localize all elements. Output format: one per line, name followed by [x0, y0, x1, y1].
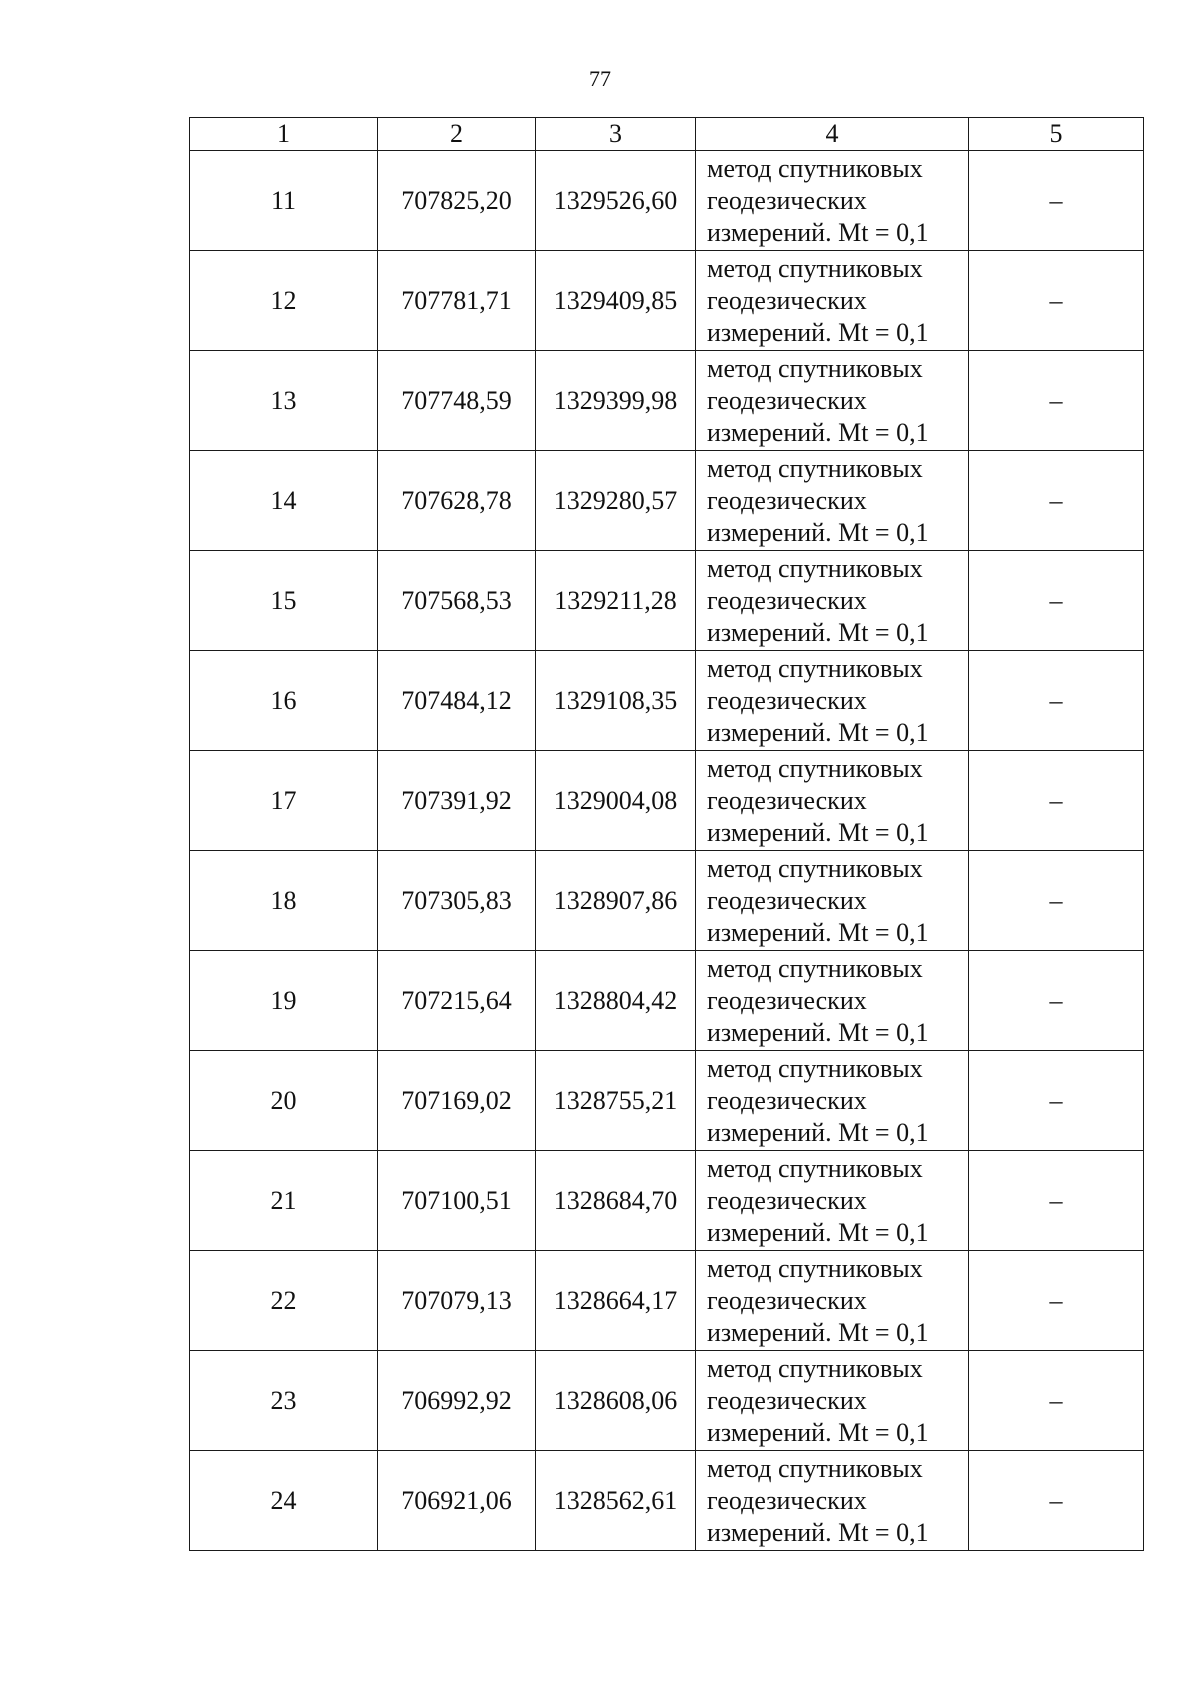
method-line: измерений. Mt = 0,1	[707, 217, 929, 247]
description-cell: –	[969, 1151, 1144, 1251]
point-number-cell: 16	[190, 651, 378, 751]
method-line: метод спутниковых	[707, 553, 923, 583]
method-line: геодезических	[707, 1385, 867, 1415]
x-coordinate-cell: 707628,78	[378, 451, 536, 551]
x-coordinate-cell: 707391,92	[378, 751, 536, 851]
method-line: метод спутниковых	[707, 753, 923, 783]
table-row	[190, 651, 1144, 751]
method-line: метод спутниковых	[707, 253, 923, 283]
method-cell	[696, 1451, 969, 1551]
method-line: метод спутниковых	[707, 953, 923, 983]
method-line: геодезических	[707, 1285, 867, 1315]
description-cell: –	[969, 751, 1144, 851]
y-coordinate-cell: 1328755,21	[536, 1051, 696, 1151]
method-cell	[696, 551, 969, 651]
header-cell-3: 3	[536, 118, 696, 151]
method-cell	[696, 351, 969, 451]
table-row	[190, 551, 1144, 651]
point-number-cell: 21	[190, 1151, 378, 1251]
header-cell-1: 1	[190, 118, 378, 151]
description-cell: –	[969, 1351, 1144, 1451]
table-row	[190, 351, 1144, 451]
header-cell-2: 2	[378, 118, 536, 151]
description-cell: –	[969, 451, 1144, 551]
method-line: измерений. Mt = 0,1	[707, 417, 929, 447]
method-line: геодезических	[707, 1085, 867, 1115]
y-coordinate-cell: 1328907,86	[536, 851, 696, 951]
table-row	[190, 751, 1144, 851]
y-coordinate-cell: 1328608,06	[536, 1351, 696, 1451]
y-coordinate-cell: 1329108,35	[536, 651, 696, 751]
method-line: геодезических	[707, 985, 867, 1015]
point-number-cell: 18	[190, 851, 378, 951]
x-coordinate-cell: 707748,59	[378, 351, 536, 451]
y-coordinate-cell: 1329526,60	[536, 151, 696, 251]
method-line: геодезических	[707, 785, 867, 815]
x-coordinate-cell: 707079,13	[378, 1251, 536, 1351]
header-row	[190, 118, 1144, 151]
x-coordinate-cell: 707484,12	[378, 651, 536, 751]
method-line: геодезических	[707, 1185, 867, 1215]
method-line: измерений. Mt = 0,1	[707, 1317, 929, 1347]
x-coordinate-cell: 707781,71	[378, 251, 536, 351]
method-line: метод спутниковых	[707, 1453, 923, 1483]
point-number-cell: 15	[190, 551, 378, 651]
table-header	[190, 118, 1144, 151]
method-cell	[696, 1051, 969, 1151]
description-cell: –	[969, 551, 1144, 651]
page-number: 77	[589, 66, 611, 91]
method-line: измерений. Mt = 0,1	[707, 317, 929, 347]
method-line: измерений. Mt = 0,1	[707, 617, 929, 647]
table-row	[190, 151, 1144, 251]
point-number-cell: 19	[190, 951, 378, 1051]
y-coordinate-cell: 1329399,98	[536, 351, 696, 451]
method-line: геодезических	[707, 385, 867, 415]
method-line: геодезических	[707, 1485, 867, 1515]
method-cell	[696, 1351, 969, 1451]
x-coordinate-cell: 707825,20	[378, 151, 536, 251]
table-row	[190, 1451, 1144, 1551]
method-line: метод спутниковых	[707, 153, 923, 183]
method-line: метод спутниковых	[707, 1253, 923, 1283]
y-coordinate-cell: 1329004,08	[536, 751, 696, 851]
method-line: метод спутниковых	[707, 853, 923, 883]
method-line: геодезических	[707, 185, 867, 215]
method-cell	[696, 1251, 969, 1351]
point-number-cell: 11	[190, 151, 378, 251]
method-line: геодезических	[707, 285, 867, 315]
method-line: метод спутниковых	[707, 1053, 923, 1083]
method-line: измерений. Mt = 0,1	[707, 1517, 929, 1547]
x-coordinate-cell: 706992,92	[378, 1351, 536, 1451]
method-line: метод спутниковых	[707, 1153, 923, 1183]
method-line: геодезических	[707, 685, 867, 715]
description-cell: –	[969, 1251, 1144, 1351]
method-line: геодезических	[707, 485, 867, 515]
table-row	[190, 1051, 1144, 1151]
method-line: измерений. Mt = 0,1	[707, 1117, 929, 1147]
method-line: геодезических	[707, 885, 867, 915]
method-line: метод спутниковых	[707, 353, 923, 383]
table-body	[190, 151, 1144, 1551]
x-coordinate-cell: 706921,06	[378, 1451, 536, 1551]
description-cell: –	[969, 651, 1144, 751]
x-coordinate-cell: 707169,02	[378, 1051, 536, 1151]
method-line: измерений. Mt = 0,1	[707, 1217, 929, 1247]
method-line: измерений. Mt = 0,1	[707, 1417, 929, 1447]
y-coordinate-cell: 1328664,17	[536, 1251, 696, 1351]
description-cell: –	[969, 951, 1144, 1051]
x-coordinate-cell: 707568,53	[378, 551, 536, 651]
header-cell-4: 4	[696, 118, 969, 151]
point-number-cell: 24	[190, 1451, 378, 1551]
x-coordinate-cell: 707100,51	[378, 1151, 536, 1251]
method-line: метод спутниковых	[707, 453, 923, 483]
point-number-cell: 12	[190, 251, 378, 351]
table-row	[190, 1151, 1144, 1251]
description-cell: –	[969, 1451, 1144, 1551]
method-line: измерений. Mt = 0,1	[707, 517, 929, 547]
description-cell: –	[969, 851, 1144, 951]
method-cell	[696, 251, 969, 351]
description-cell: –	[969, 1051, 1144, 1151]
method-cell	[696, 451, 969, 551]
y-coordinate-cell: 1329280,57	[536, 451, 696, 551]
description-cell: –	[969, 351, 1144, 451]
point-number-cell: 23	[190, 1351, 378, 1451]
header-cell-5: 5	[969, 118, 1144, 151]
method-cell	[696, 951, 969, 1051]
table-row	[190, 251, 1144, 351]
y-coordinate-cell: 1328804,42	[536, 951, 696, 1051]
point-number-cell: 13	[190, 351, 378, 451]
description-cell: –	[969, 251, 1144, 351]
y-coordinate-cell: 1329409,85	[536, 251, 696, 351]
table-row	[190, 1251, 1144, 1351]
table-row	[190, 851, 1144, 951]
method-cell	[696, 1151, 969, 1251]
method-line: измерений. Mt = 0,1	[707, 917, 929, 947]
coordinates-table	[189, 117, 1144, 1551]
method-line: геодезических	[707, 585, 867, 615]
method-cell	[696, 751, 969, 851]
method-line: метод спутниковых	[707, 653, 923, 683]
point-number-cell: 20	[190, 1051, 378, 1151]
x-coordinate-cell: 707305,83	[378, 851, 536, 951]
table-row	[190, 1351, 1144, 1451]
point-number-cell: 14	[190, 451, 378, 551]
description-cell: –	[969, 151, 1144, 251]
method-cell	[696, 651, 969, 751]
table-row	[190, 951, 1144, 1051]
method-line: измерений. Mt = 0,1	[707, 1017, 929, 1047]
method-cell	[696, 151, 969, 251]
point-number-cell: 17	[190, 751, 378, 851]
y-coordinate-cell: 1328562,61	[536, 1451, 696, 1551]
method-line: измерений. Mt = 0,1	[707, 817, 929, 847]
method-cell	[696, 851, 969, 951]
x-coordinate-cell: 707215,64	[378, 951, 536, 1051]
y-coordinate-cell: 1329211,28	[536, 551, 696, 651]
point-number-cell: 22	[190, 1251, 378, 1351]
method-line: метод спутниковых	[707, 1353, 923, 1383]
table-row	[190, 451, 1144, 551]
method-line: измерений. Mt = 0,1	[707, 717, 929, 747]
y-coordinate-cell: 1328684,70	[536, 1151, 696, 1251]
